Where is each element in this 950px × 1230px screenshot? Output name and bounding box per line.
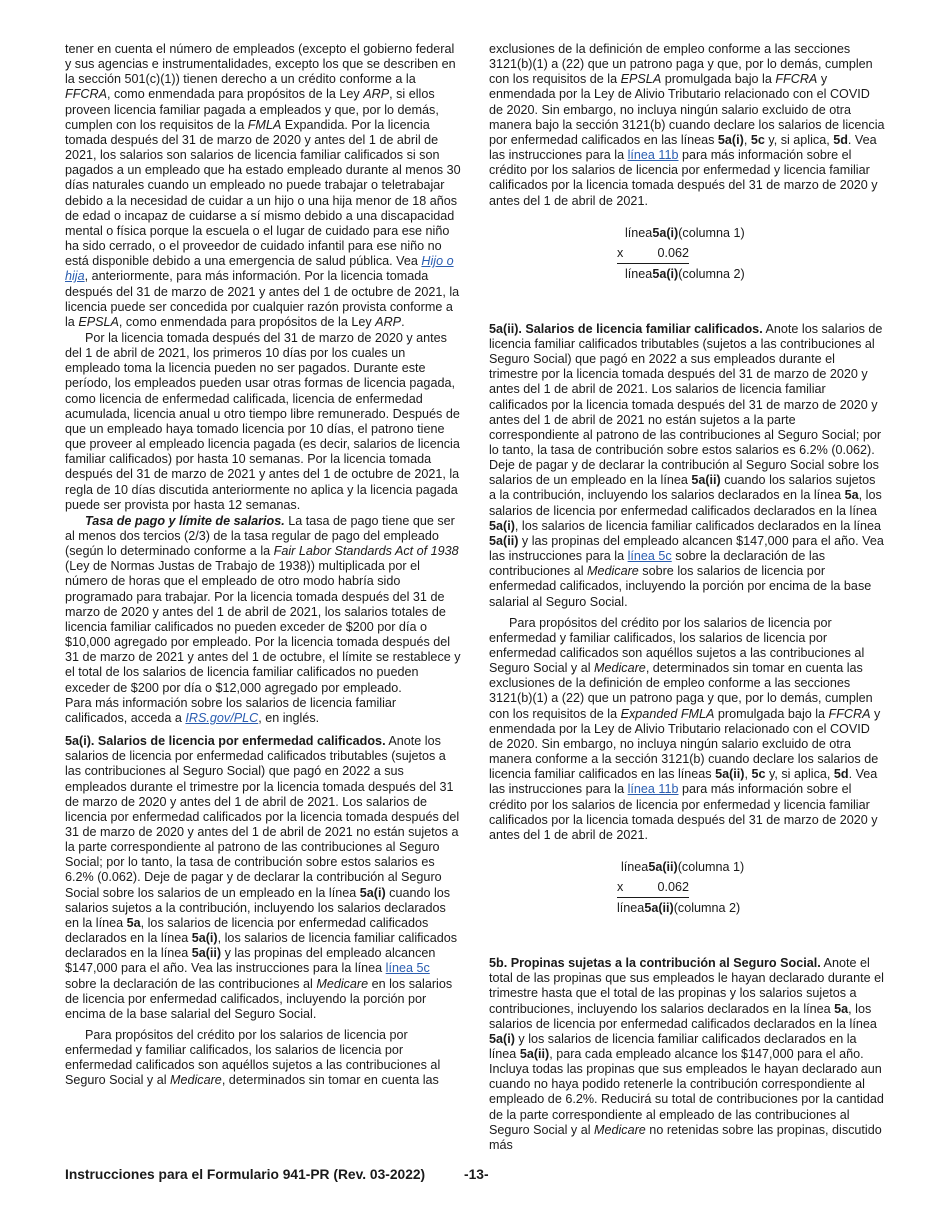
page-footer (65, 1167, 885, 1182)
paragraph-more-info: Para más información sobre los salarios de licencia familiar calificados, acceda a IRS.gov/PLC, en inglés. (65, 695, 397, 725)
paragraph-credit-purposes-family: Para propósitos del crédito por los salarios de licencia por enfermedad y familiar calificados, los salarios de licencia por enfermedad calificados son aquéllos sujetos a las contribuciones al Seguro Social y al Medicare, determinados sin tomar en cuenta las exclusiones de la definición de empleo conforme a las secciones 3121(b)(1) a (22) que un patrono paga y que, por lo demás, cumplen con los requisitos de la Expanded FMLA promulgada bajo la FFCRA y enmendada por la Ley de Alivio Tributario relacionado con el COVID de 2020. Sin embargo, no incluya ningún salario excluido de otra manera conforme a la sección 3121(b) cuando declare los salarios de licencia familiar calificados en las líneas 5a(ii), 5c y, si aplica, 5d. Vea las instrucciones para la línea 11b para más información sobre el crédito por los salarios de licencia por enfermedad y licencia familiar calificados por la licencia tomada después del 31 de marzo de 2020 y antes del 1 de abril de 2021. (489, 615, 881, 842)
formula-multiplier: x 0.062 (617, 877, 689, 898)
formula-line-1: línea 5a(ii) (columna 1) (621, 860, 745, 875)
paragraph-exclusions: exclusiones de la definición de empleo conforme a las secciones 3121(b)(1) a (22) que un patrono paga y que, por lo demás, cumplen con los requisitos de la EPSLA promulgada bajo la FFCRA y enmendada por la Ley de Alivio Tributario relacionado con el COVID de 2020. Sin embargo, no incluya ningún salario excluido de otra manera bajo la sección 3121(b) cuando declare los salarios de licencia por enfermedad calificados en las líneas 5a(i), 5c y, si aplica, 5d. Vea las instrucciones para la línea 11b para más información sobre el crédito por los salarios de licencia por enfermedad y licencia familiar calificados por la licencia tomada después del 31 de marzo de 2020 y antes del 1 de abril de 2021. (489, 42, 885, 208)
link-linea-11b[interactable]: línea 11b (627, 148, 679, 163)
formula-line-1: línea 5a(i) (columna 1) (625, 225, 745, 240)
paragraph-pay-rate: Tasa de pago y límite de salarios. La tasa de pago tiene que ser al menos dos tercios (2/3) de la tasa regular de pago del empleado (según lo determinado conforme a la Fair Labor Standards Act of 1938 (Ley de Normas Justas de Trabajo de 1938)) multiplicada por el número de horas que el empleado de otro modo habría sido programado para trabajar. Por la licencia tomada después del 31 de marzo de 2020 y antes del 1 de abril de 2021, los salarios totales de licencia familiar calificados no pueden exceder de $200 por día o $10,000 agregado por empleado. Por la licencia tomada después del 31 de marzo de 2021 y antes del 1 de octubre, el límite se restablece y el total de los salarios de licencia familiar calificados no pueden exceder de $200 por día o $12,000 agregado por empleado. (65, 513, 461, 695)
link-linea-5c[interactable]: línea 5c (627, 549, 672, 564)
section-5a-ii: 5a(ii). Salarios de licencia familiar calificados. Anote los salarios de licencia familiar calificados tributables (sujetos a las contribuciones al Seguro Social) que pagó en 2022 a sus empleados durante el trimestre por la licencia tomada después del 31 de marzo de 2020 y antes del 1 de abril de 2021. Los salarios de licencia familiar calificados por la licencia tomada después del 31 de marzo de 2020 y antes del 1 de abril de 2021 no están sujetos a la parte correspondiente al patrono de las contribuciones al Seguro Social; por lo tanto, la tasa de contribución sobre estos salarios es 6.2% (0.062). Deje de pagar y de declarar la contribución al Seguro Social sobre los salarios de un empleado en la línea 5a(ii) cuando los salarios sujetos a la contribución, incluyendo los salarios declarados en la línea 5a, los salarios de licencia por enfermedad calificados declarados en la línea 5a(i), los salarios de licencia familiar calificados declarados en la línea 5a(ii) y las propinas del empleado alcancen $147,000 para el año. Vea las instrucciones para la línea 5c sobre la declaración de las contribuciones al Medicare sobre los salarios de licencia por enfermedad calificados, incluyendo la porción por encima de la base salarial al Seguro Social. (489, 321, 884, 609)
right-column (489, 42, 885, 1153)
formula-line-3: línea 5a(i) (columna 2) (625, 266, 745, 281)
heading-5a-i: 5a(i). Salarios de licencia por enfermedad calificados. (65, 734, 386, 749)
link-linea-11b[interactable]: línea 11b (627, 782, 679, 797)
link-hijo-o-hija[interactable]: Hijo o hija (65, 254, 454, 284)
paragraph-10-days-rule: Por la licencia tomada después del 31 de marzo de 2020 y antes del 1 de abril de 2021, los primeros 10 días por los cuales un empleado toma la licencia pueden no ser pagados. Durante este período, los empleados pueden usar otras formas de licencia pagada, como licencia de enfermedad calificada, licencia de enfermedad acumulada, licencia anual u otro tiempo libre remunerado. Después de que un empleado haya tomado licencia por 10 días, el patrono tiene que proveer al empleado licencia pagada (es decir, salarios de licencia familiar calificados) por hasta 10 semanas. Por la licencia tomada después del 31 de marzo de 2021 y antes del 1 de octubre de 2021, la regla de 10 días discutida anteriormente no aplica y la licencia pagada puede ser provista por hasta 12 semanas. (65, 330, 460, 512)
left-column (65, 42, 461, 1089)
page-number: -13- (464, 1167, 489, 1182)
subheading-pay-rate: Tasa de pago y límite de salarios. (85, 513, 285, 528)
link-linea-5c[interactable]: línea 5c (385, 961, 430, 976)
section-5b: 5b. Propinas sujetas a la contribución al Seguro Social. Anote el total de las propinas que sus empleados le hayan declarado durante el trimestre hasta que el total de las propinas y los salarios sujetos a contribuciones, incluyendo los salarios declarados en la línea 5a, los salarios de licencia por enfermedad calificados declarados en la línea 5a(i) y los salarios de licencia familiar calificados declarados en la línea 5a(ii), para cada empleado alcance los $147,000 para el año. Incluya todas las propinas que sus empleados le hayan declarado aun cuando no haya podido retenerle la contribución correspondiente al empleado de 6.2%. Reducirá su total de contribuciones por la cantidad de la parte correspondiente al empleado de las contribuciones al Seguro Social y al Medicare no retenidas sobre las propinas, discutido más (489, 956, 884, 1152)
footer-form-title: Instrucciones para el Formulario 941-PR (Rev. 03-2022) (65, 1167, 426, 1182)
heading-5b: 5b. Propinas sujetas a la contribución al Seguro Social. (489, 956, 821, 971)
link-irs-plc[interactable]: IRS.gov/PLC (185, 710, 259, 725)
paragraph-ffcra-credit: tener en cuenta el número de empleados (excepto el gobierno federal y sus agencias e instrumentalidades, excepto los que se describen en la sección 501(c)(1)) tienen derecho a un crédito conforme a la FFCRA, como enmendada para propósitos de la Ley ARP, si ellos proveen licencia familiar pagada a empleados y que, por lo demás, cumplen con los requisitos de la FMLA Expandida. Por la licencia tomada después del 31 de marzo de 2020 y antes del 1 de abril de 2021, los salarios son salarios de licencia familiar calificados si son pagados a un empleado que ha estado empleado durante al menos 30 días naturales cuando un empleado no puede trabajar o teletrabajar debido a la necesidad de cuidar a un hijo o una hija menor de 18 años de edad o incapaz de cuidarse a sí mismo debido a una discapacidad mental o física porque la escuela o el lugar de cuidado para ese niño ha sido cerrado, o el proveedor de cuidado infantil para ese niño no está disponible debido a una emergencia de salud pública. Vea Hijo o hija, anteriormente, para más información. Por la licencia tomada después del 31 de marzo de 2021 y antes del 1 de octubre de 2021, la licencia puede ser concedida por cualquier razón provista conforme a la EPSLA, como enmendada para propósitos de la Ley ARP. (65, 42, 461, 329)
paragraph-credit-purposes: Para propósitos del crédito por los salarios de licencia por enfermedad y familiar calificados, los salarios de licencia por enfermedad calificados son aquéllos sujetos a las contribuciones al Seguro Social y al Medicare, determinados sin tomar en cuenta las (65, 1028, 441, 1088)
heading-5a-ii: 5a(ii). Salarios de licencia familiar calificados. (489, 321, 763, 336)
formula-5a-ii (617, 857, 885, 918)
formula-multiplier: x 0.062 (617, 243, 689, 264)
formula-line-3: línea 5a(ii) (columna 2) (617, 901, 741, 916)
formula-5a-i (617, 223, 885, 284)
section-5a-i: 5a(i). Salarios de licencia por enfermedad calificados. Anote los salarios de licencia por enfermedad calificados tributables (sujetos a las contribuciones al Seguro Social) que pagó en 2022 a sus empleados durante el trimestre por la licencia tomada después del 31 de marzo de 2020 y antes del 1 de abril de 2021. Los salarios de licencia por enfermedad calificados por la licencia tomada después del 31 de marzo de 2020 y antes del 1 de abril de 2021 no están sujetos a la parte correspondiente al patrono de las contribuciones al Seguro Social; por lo tanto, la tasa de contribución sobre estos salarios es 6.2% (0.062). Deje de pagar y de declarar la contribución al Seguro Social sobre los salarios de un empleado en la línea 5a(i) cuando los salarios sujetos a la contribución, incluyendo los salarios declarados en la línea 5a, los salarios de licencia por enfermedad calificados declarados en la línea 5a(i), los salarios de licencia familiar calificados declarados en la línea 5a(ii) y las propinas del empleado alcancen $147,000 para el año. Vea las instrucciones para la línea línea 5c sobre la declaración de las contribuciones al Medicare en los salarios de licencia por enfermedad calificados, incluyendo la porción por encima de la base salarial del Seguro Social. (65, 734, 460, 1021)
